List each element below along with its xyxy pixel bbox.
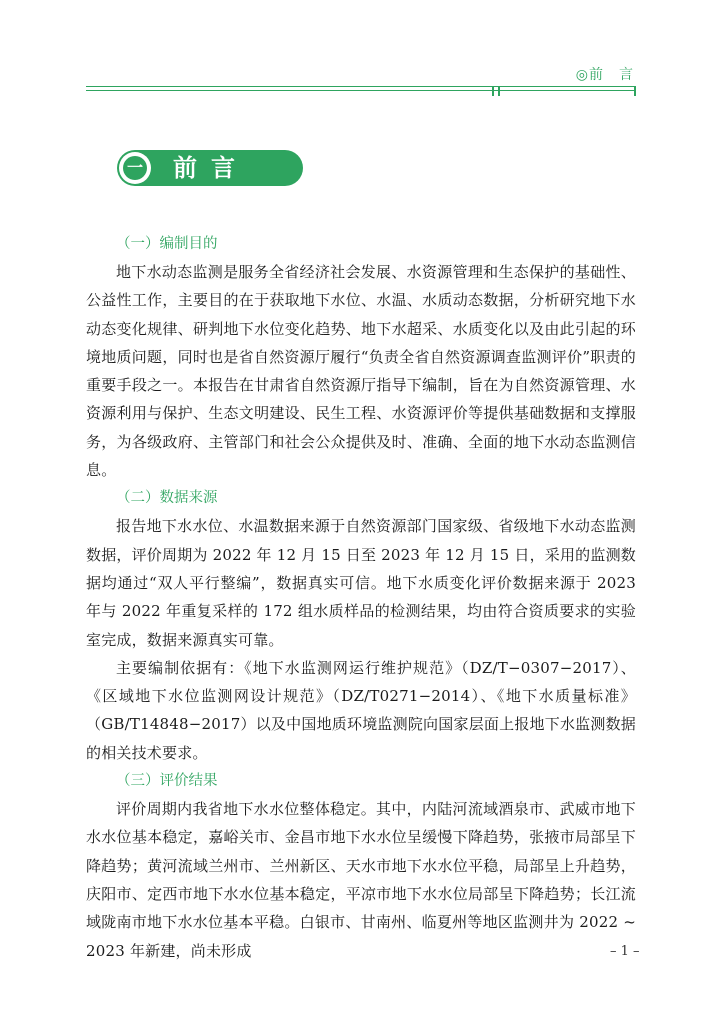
paragraph: 地下水动态监测是服务全省经济社会发展、水资源管理和生态保护的基础性、公益性工作，主要目的在于获取地下水位、水温、水质动态数据，分析研究地下水动态变化规律、研判地下水位变化趋势、地下水超采、水质变化以及由此引起的环境地质问题，同时也是省自然资源厅履行“负责全省自然资源调查监测评价”职责的重要手段之一。本报告在甘肃省自然资源厅指导下编制，旨在为自然资源管理、水资源利用与保护、生态文明建设、民生工程、水资源评价等提供基础数据和支撑服务，为各级政府、主管部门和社会公众提供及时、准确、全面的地下水动态监测信息。 [86,263,636,480]
section-heading: （一）编制目的 [116,236,218,252]
section-heading: （二）数据来源 [116,490,218,507]
paragraph: 评价周期内我省地下水水位整体稳定。其中，内陆河流域酒泉市、武威市地下水水位基本稳定，嘉峪关市、金昌市地下水水位呈缓慢下降趋势，张掖市局部呈下降趋势；黄河流域兰州市、兰州新区、天水市地下水水位平稳，局部呈上升趋势，庆阳市、定西市地下水水位基本稳定，平凉市地下水水位局部呈下降趋势；长江流域陇南市地下水水位基本平稳。白银市、甘南州、临夏州等地区监测井为 2022 ~ 2023 年新建，尚未形成 [86,800,636,960]
running-header-title: ◎前 言 [575,67,634,83]
running-header [86,64,636,100]
chapter-number-badge [119,152,151,184]
document-body [86,230,636,965]
paragraph: 报告地下水水位、水温数据来源于自然资源部门国家级、省级地下水动态监测数据，评价周期为 2022 年 12 月 15 日至 2023 年 12 月 15 日，采用的监测数据均通过“双人平行整编”，数据真实可信。地下水质变化评价数据来源于 2023 年与 2022 年重复采样的 172 组水质样品的检测结果，均由符合资质要求的实验室完成，数据来源真实可靠。 [86,517,636,649]
header-tick [634,86,636,96]
chapter-title: 前言 [173,153,249,182]
section-heading: （三）评价结果 [116,773,218,790]
header-rule [86,86,636,87]
chapter-banner [117,150,303,186]
header-tick [492,86,494,96]
page-number: – 1 – [610,944,640,959]
header-rule-secondary [86,90,636,91]
paragraph: 主要编制依据有：《地下水监测网运行维护规范》（DZ/T−0307−2017）、《区域地下水位监测网设计规范》（DZ/T0271−2014）、《地下水质量标准》（GB/T14848−2017）以及中国地质环境监测院向国家层面上报地下水监测数据的相关技术要求。 [86,658,636,762]
chapter-number: 一 [123,156,147,180]
header-tick [498,86,500,96]
